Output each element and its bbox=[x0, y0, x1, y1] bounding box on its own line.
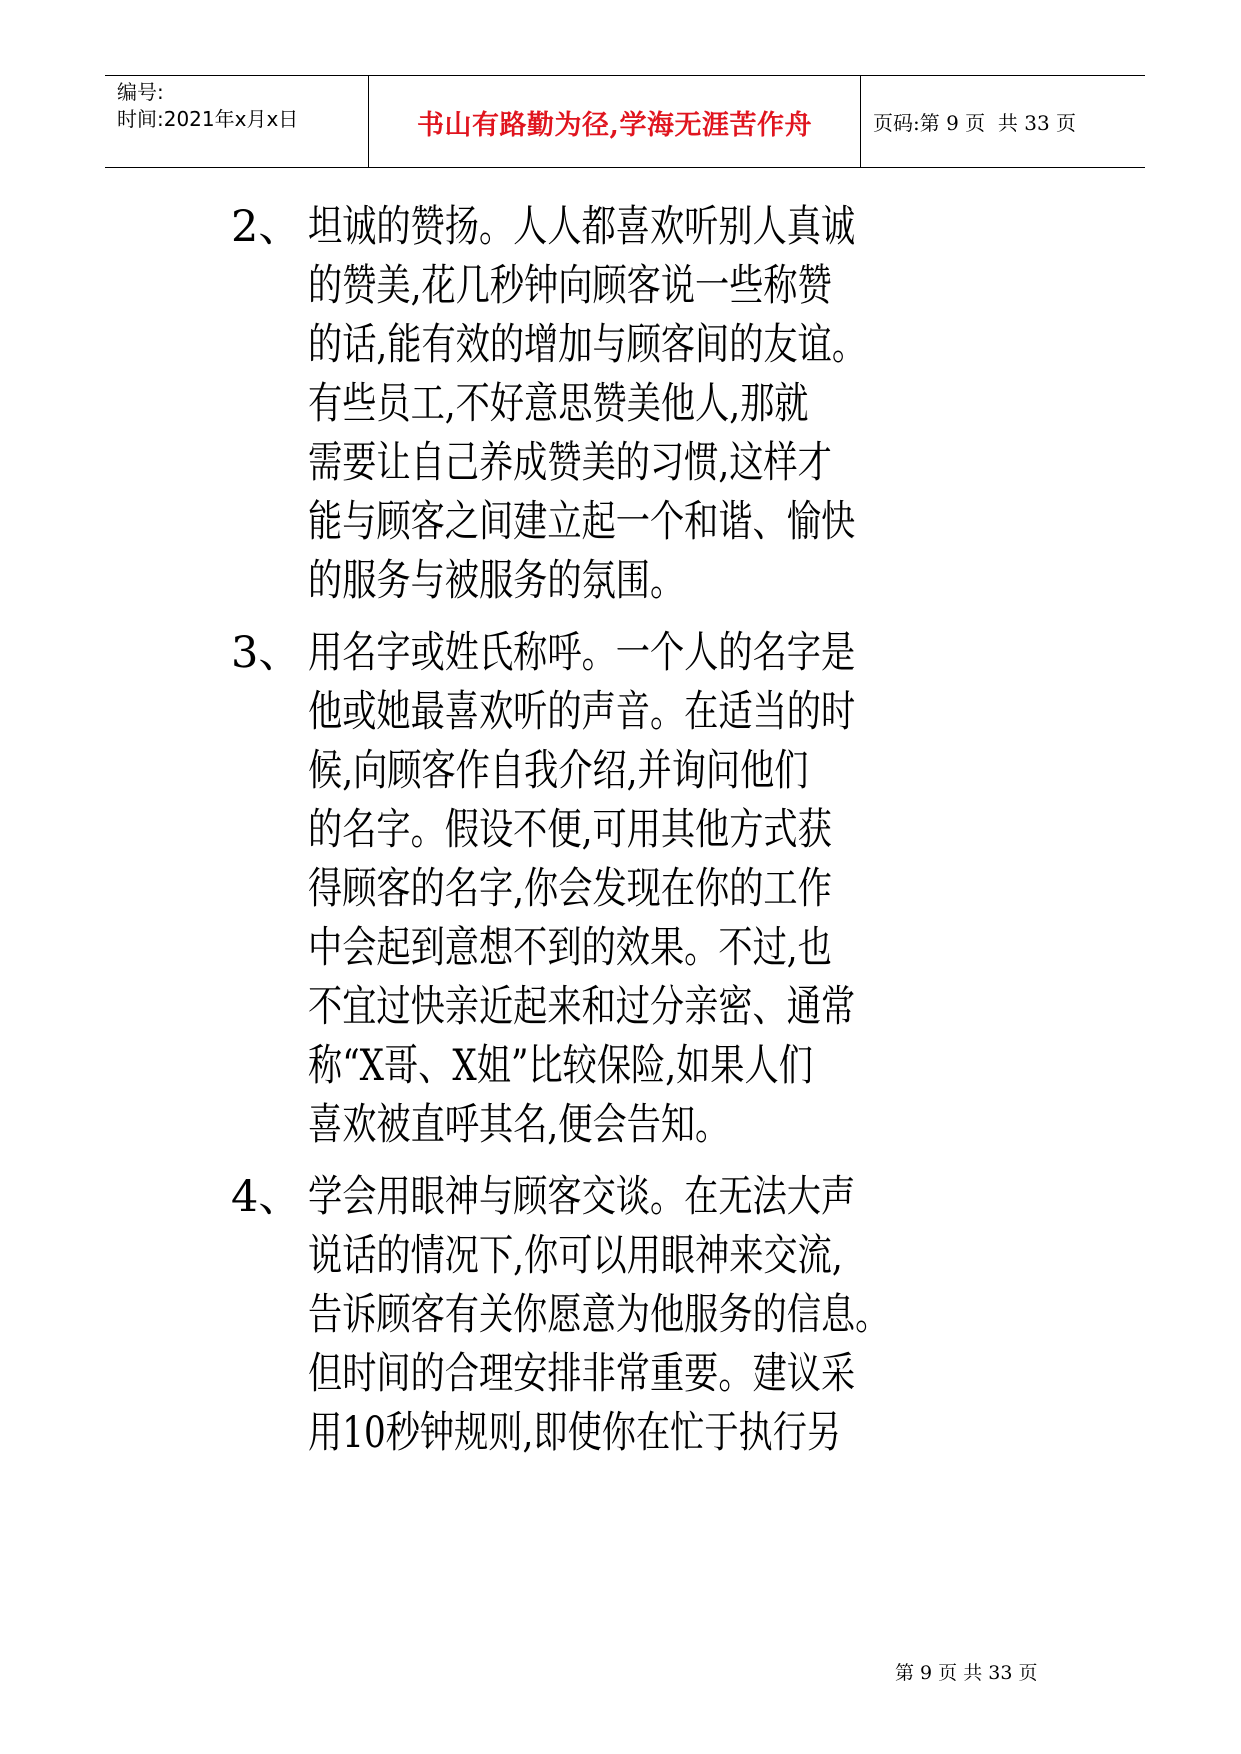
paragraph-line: 用10秒钟规则,即使你在忙于执行另 bbox=[308, 1408, 842, 1458]
paragraph-line: 的赞美,花几秒钟向顾客说一些称赞 bbox=[308, 261, 832, 311]
document-body bbox=[0, 198, 1241, 1476]
paragraph-line: 需要让自己养成赞美的习惯,这样才 bbox=[308, 438, 832, 488]
document-number-label: 编号: bbox=[117, 80, 164, 104]
list-item bbox=[0, 198, 1241, 611]
list-item bbox=[0, 1168, 1241, 1463]
paragraph-line: 他或她最喜欢听的声音。在适当的时 bbox=[308, 687, 856, 737]
paragraph-line: 学会用眼神与顾客交谈。在无法大声 bbox=[308, 1172, 856, 1222]
paragraph-line: 的名字。假设不便,可用其他方式获 bbox=[308, 805, 832, 855]
list-item bbox=[0, 624, 1241, 1155]
paragraph-line: 用名字或姓氏称呼。一个人的名字是 bbox=[308, 628, 856, 678]
paragraph-line: 称“X哥、X姐”比较保险,如果人们 bbox=[308, 1041, 813, 1091]
paragraph-line: 有些员工,不好意思赞美他人,那就 bbox=[308, 379, 809, 429]
paragraph-line: 中会起到意想不到的效果。不过,也 bbox=[308, 923, 832, 973]
header-page-number: 页码:第 9 页 共 33 页 bbox=[873, 111, 1077, 135]
paragraph-line: 不宜过快亲近起来和过分亲密、通常 bbox=[308, 982, 856, 1032]
paragraph-line: 的服务与被服务的氛围。 bbox=[308, 556, 685, 606]
paragraph-line: 得顾客的名字,你会发现在你的工作 bbox=[308, 864, 832, 914]
paragraph-line: 告诉顾客有关你愿意为他服务的信息。 bbox=[308, 1290, 890, 1340]
paragraph-line: 坦诚的赞扬。人人都喜欢听别人真诚 bbox=[308, 202, 856, 252]
header-meta bbox=[105, 76, 369, 167]
paragraph-line: 的话,能有效的增加与顾客间的友谊。 bbox=[308, 320, 867, 370]
paragraph-line: 喜欢被直呼其名,便会告知。 bbox=[308, 1100, 730, 1150]
page-header bbox=[105, 75, 1145, 168]
page-footer: 第 9 页 共 33 页 bbox=[895, 1662, 1038, 1684]
list-item-number: 4、 bbox=[231, 1172, 302, 1222]
paragraph-line: 但时间的合理安排非常重要。建议采 bbox=[308, 1349, 856, 1399]
list-item-number: 3、 bbox=[231, 628, 302, 678]
paragraph-line: 说话的情况下,你可以用眼神来交流, bbox=[308, 1231, 843, 1281]
document-time-label: 时间:2021年x月x日 bbox=[117, 107, 299, 131]
paragraph-line: 能与顾客之间建立起一个和谐、愉快 bbox=[308, 497, 856, 547]
list-item-number: 2、 bbox=[231, 202, 302, 252]
header-motto: 书山有路勤为径,学海无涯苦作舟 bbox=[369, 76, 861, 167]
paragraph-line: 候,向顾客作自我介绍,并询问他们 bbox=[308, 746, 809, 796]
